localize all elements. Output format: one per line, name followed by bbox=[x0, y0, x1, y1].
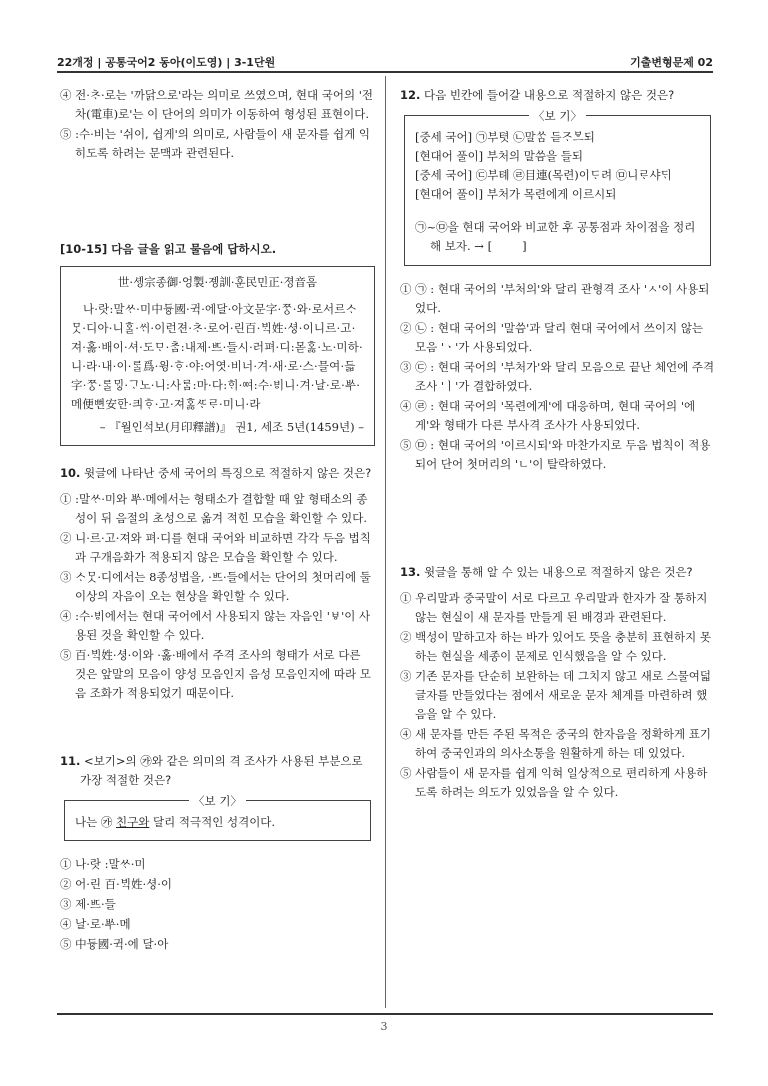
page-number: 3 bbox=[380, 1020, 388, 1033]
q12-bogi-line-3: [중세 국어] ㉢부톄 ㉣目連(목련)이ᄃᆞ려 ㉤니ᄅᆞ샤ᄃᆡ bbox=[415, 168, 672, 182]
q11-option-5[interactable]: ⑤ 中듀ᇰ國·귁·에 달·아 bbox=[60, 937, 169, 951]
passage-box bbox=[60, 266, 375, 446]
column-divider bbox=[385, 76, 386, 1008]
q12-bogi-line-2: [현대어 풀이] 부처의 말씀을 들되 bbox=[415, 149, 584, 163]
page-header bbox=[57, 50, 713, 70]
q12-bogi-line-1: [중세 국어] ㉠부텻 ㉡말ᄊᆞᆷ 듣ᄌᆞᄫᅳ되 bbox=[415, 130, 595, 144]
q12-option-2[interactable]: ② ㉡ : 현대 국어의 '말씀'과 달리 현대 국어에서 쓰이지 않는 모음 'ㆍ'가 사용되었다. bbox=[400, 321, 704, 354]
passage-text: 나·랏:말ᄊᆞ·미中듀ᇰ國·귁·에달·아文문字·ᄍᆞᆼ·와·로서르ᄉᆞᄆᆞᆺ·디아·니ᄒᆞᆯ·ᄊᆡ·이런젼·ᄎᆞ·로어·린百·ᄇᆡᆨ姓·셔ᇰ·이니르·고·져·호ᇙ·배이·셔·도ᄆᆞ·ᄎᆞᆷ:내제·ᄠᅳ·들시·러펴·디:몯ᄒᆞᇙ·노·미하·니·라·내·이·ᄅᆞᆯ爲·윙·ᄒᆞ·야:어엿·비너·겨·새·로·스·믈여·듧字·ᄍᆞᆼ·ᄅᆞᆯᄆᆡᇰ·ᄀᆞ노·니:사ᄅᆞᆷ:마·다:ᄒᆡ·ᅇᅧ:수·ᄫᅵ니·겨·날·로·ᄡᅮ·메便뼌安ᅙᅡᆫ·킈ᄒᆞ·고·져ᄒᆞᇙᄯᆞᄅᆞ·미니·라 bbox=[71, 302, 363, 411]
option-5: ⑤ :수·비는 '쉬이, 쉽게'의 의미로, 사람들이 새 문자를 쉽게 익히도록 하려는 문맥과 관련된다. bbox=[60, 127, 370, 160]
question-12-number: 12. bbox=[400, 88, 421, 102]
header-rule bbox=[57, 71, 713, 73]
q13-option-3[interactable]: ③ 기존 문자를 단순히 보완하는 데 그치지 않고 새로 스물여덟 글자를 만들었다는 점에서 새로운 문자 체계를 마련하려 했음을 알 수 있다. bbox=[400, 669, 712, 721]
passage-title: 世·솅宗종御·엉製·졩訓·훈民민正·졍音ᅙᅳᆷ bbox=[117, 275, 318, 289]
q12-option-4[interactable]: ④ ㉣ : 현대 국어의 '목련에게'에 대응하며, 현대 국어의 '에게'와 형태가 다른 부사격 조사가 사용되었다. bbox=[400, 399, 696, 432]
section-title: [10-15] 다음 글을 읽고 물음에 답하시오. bbox=[60, 242, 277, 256]
question-11 bbox=[60, 752, 375, 954]
option-4: ④ 전·ᄎᆞ·로는 '까닭으로'라는 의미로 쓰였으며, 현대 국어의 '전차(電車)로'는 이 단어의 의미가 이동하여 형성된 표현이다. bbox=[60, 88, 374, 121]
q11-option-3[interactable]: ③ 제·ᄠᅳ·들 bbox=[60, 897, 116, 911]
q10-option-3[interactable]: ③ ᄉᆞᄆᆞᆺ·디에서는 8종성법을, ·ᄠᅳ·들에서는 단어의 첫머리에 둘 이상의 자음이 오는 현상을 확인할 수 있다. bbox=[60, 570, 371, 603]
q11-bogi-box bbox=[64, 794, 371, 841]
footer-rule bbox=[57, 1013, 713, 1015]
q11-underlined-word: 친구와 bbox=[116, 815, 150, 829]
question-12-text: 다음 빈칸에 들어갈 내용으로 적절하지 않은 것은? bbox=[424, 88, 675, 102]
question-11-number: 11. bbox=[60, 754, 81, 768]
q13-option-4[interactable]: ④ 새 문자를 만든 주된 목적은 중국의 한자음을 정확하게 표기하여 중국인과의 의사소통을 원활하게 하는 데 있었다. bbox=[400, 727, 712, 760]
q12-bogi-box bbox=[404, 109, 711, 266]
q12-option-1[interactable]: ① ㉠ : 현대 국어의 '부처의'와 달리 관형격 조사 'ㅅ'이 사용되었다. bbox=[400, 282, 710, 315]
question-13-number: 13. bbox=[400, 565, 421, 579]
question-11-stem bbox=[60, 752, 375, 790]
question-11-text: <보기>의 ㉮와 같은 의미의 격 조사가 사용된 부분으로 가장 적절한 것은? bbox=[80, 754, 363, 787]
question-13 bbox=[400, 563, 715, 802]
passage-source: – 『월인석보(月印釋譜)』 권1, 세조 5년(1459년) – bbox=[99, 420, 364, 434]
question-13-stem bbox=[400, 563, 715, 582]
left-column bbox=[60, 86, 375, 955]
question-12 bbox=[400, 86, 715, 474]
q10-option-5[interactable]: ⑤ 百·ᄇᆡᆨ姓·셔ᇰ·이와 ·호ᇙ·배에서 주격 조사의 형태가 서로 다른 것은 앞말의 모음이 양성 모음인지 음성 모음인지에 따라 모음 조화가 적용되었기 때문이다. bbox=[60, 648, 371, 700]
question-13-text: 윗글을 통해 알 수 있는 내용으로 적절하지 않은 것은? bbox=[424, 565, 693, 579]
q12-option-3[interactable]: ③ ㉢ : 현대 국어의 '부처가'와 달리 모음으로 끝난 체언에 주격 조사 'ㅣ'가 결합하였다. bbox=[400, 360, 715, 393]
question-10-text: 윗글에 나타난 중세 국어의 특징으로 적절하지 않은 것은? bbox=[84, 466, 372, 480]
q13-option-1[interactable]: ① 우리말과 중국말이 서로 다르고 우리말과 한자가 잘 통하지 않는 현실이 새 문자를 만들게 된 배경과 관련된다. bbox=[400, 591, 708, 624]
q10-option-2[interactable]: ② 니·르·고·져와 펴·디를 현대 국어와 비교하면 각각 두음 법칙과 구개음화가 적용되지 않은 모습을 확인할 수 있다. bbox=[60, 531, 371, 564]
q11-bogi-label: 〈보 기〉 bbox=[65, 792, 370, 811]
q12-option-5[interactable]: ⑤ ㉤ : 현대 국어의 '이르시되'와 마찬가지로 두음 법칙이 적용되어 단어 첫머리의 'ㄴ'이 탈락하였다. bbox=[400, 438, 711, 471]
q11-bogi-sentence: 나는 ㉮ 친구와 달리 적극적인 성격이다. bbox=[75, 815, 276, 829]
question-10 bbox=[60, 464, 375, 703]
q11-option-1[interactable]: ① 나·랏 :말ᄊᆞ·미 bbox=[60, 857, 146, 871]
q13-option-5[interactable]: ⑤ 사람들이 새 문자를 쉽게 익혀 일상적으로 편리하게 사용하도록 하려는 의도가 있었음을 알 수 있다. bbox=[400, 766, 708, 799]
header-exam-title: 기출변형문제 02 bbox=[630, 56, 713, 69]
q11-option-4[interactable]: ④ 날·로·ᄡᅮ·메 bbox=[60, 917, 131, 931]
q12-bogi-line-4: [현대어 풀이] 부처가 목련에게 이르시되 bbox=[415, 187, 617, 201]
prev-question-options bbox=[60, 86, 375, 163]
right-column bbox=[400, 86, 715, 803]
q12-bogi-label: 〈보 기〉 bbox=[405, 107, 710, 126]
question-10-number: 10. bbox=[60, 466, 81, 480]
q11-option-2[interactable]: ② 어·린 百·ᄇᆡᆨ姓·셔ᇰ·이 bbox=[60, 877, 172, 891]
header-course-info: 22개정 | 공통국어2 동아(이도영) | 3-1단원 bbox=[57, 56, 276, 69]
q10-option-4[interactable]: ④ :수·ᄫᅵ에서는 현대 국어에서 사용되지 않는 자음인 'ㅸ'이 사용된 것을 확인할 수 있다. bbox=[60, 609, 371, 642]
question-10-stem bbox=[60, 464, 375, 483]
q10-option-1[interactable]: ① :말ᄊᆞ·미와 ᄡᅮ·메에서는 형태소가 결합할 때 앞 형태소의 종성이 뒤 음절의 초성으로 옮겨 적힌 모습을 확인할 수 있다. bbox=[60, 492, 368, 525]
question-12-stem bbox=[400, 86, 715, 105]
q12-bogi-task: ㉠~㉤을 현대 국어와 비교한 후 공통점과 차이점을 정리해 보자. → [ ] bbox=[415, 220, 696, 253]
q13-option-2[interactable]: ② 백성이 말하고자 하는 바가 있어도 뜻을 충분히 표현하지 못하는 현실을 세종이 문제로 인식했음을 알 수 있다. bbox=[400, 630, 712, 663]
